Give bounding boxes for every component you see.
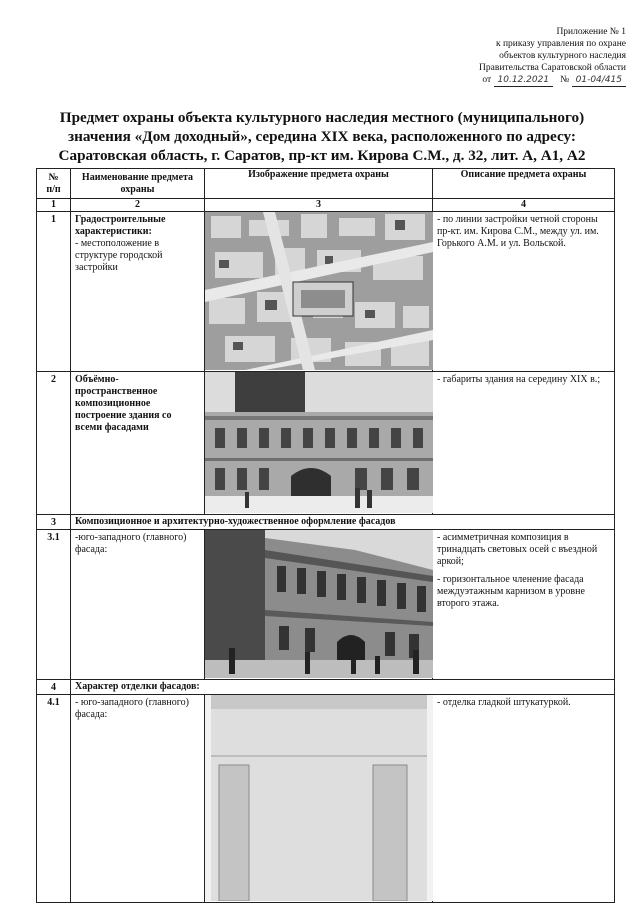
item-description: - габариты здания на середину XIX в.; xyxy=(433,372,615,515)
column-number: 4 xyxy=(433,199,615,212)
street-photo-image xyxy=(205,530,433,678)
header-name: Наименование предмета охраны xyxy=(71,169,205,199)
section-row xyxy=(37,515,615,530)
item-description: - отделка гладкой штукатуркой. xyxy=(433,695,615,903)
table-row xyxy=(37,695,615,903)
item-name xyxy=(71,530,205,680)
appendix-line-1: Приложение № 1 xyxy=(556,27,626,37)
row-number: 3 xyxy=(37,515,71,530)
aerial-photo-image xyxy=(205,212,433,370)
wall-photo-image xyxy=(205,695,433,901)
header-image: Изображение предмета охраны xyxy=(205,169,433,199)
aerial-map-photo xyxy=(205,212,433,372)
item-description xyxy=(433,530,615,680)
appendix-block xyxy=(326,26,626,87)
appendix-date-row xyxy=(326,74,626,87)
plaster-wall-photo xyxy=(205,695,433,903)
building-facade-photo xyxy=(205,372,433,515)
item-name-bold: Объёмно-пространственное композиционное построение здания со всеми фасадами xyxy=(75,374,172,433)
section-title: Композиционное и архитектурно-художественное оформление фасадов xyxy=(71,515,615,530)
row-number: 4.1 xyxy=(37,695,71,903)
column-number: 3 xyxy=(205,199,433,212)
table-header-row xyxy=(37,169,615,199)
protection-table xyxy=(36,168,615,903)
section-row xyxy=(37,680,615,695)
item-name-text: - местоположение в структуре городской застройки xyxy=(75,238,163,273)
column-number-row xyxy=(37,199,615,212)
handwritten-date: 10.12.2021 xyxy=(494,74,554,87)
date-prefix: от xyxy=(482,75,492,85)
appendix-line-2: к приказу управления по охране xyxy=(495,39,626,49)
header-num: № п/п xyxy=(37,169,71,199)
description-paragraph: - асимметричная композиция в тринадцать световых осей с въездной аркой; xyxy=(437,532,598,567)
table-row xyxy=(37,530,615,680)
facade-photo-image xyxy=(205,372,433,513)
appendix-line-4: Правительства Саратовской области xyxy=(479,63,626,73)
column-number: 1 xyxy=(37,199,71,212)
header-description: Описание предмета охраны xyxy=(433,169,615,199)
street-facade-photo xyxy=(205,530,433,680)
item-description: - по линии застройки четной стороны пр-кт. им. Кирова С.М., между ул. им. Горького А.М. и ул. Вольской. xyxy=(433,212,615,372)
table-row xyxy=(37,372,615,515)
title-line-2: значения «Дом доходный», середина XIX века, расположенного по адресу: xyxy=(68,128,576,145)
item-name-text: -юго-западного (главного) фасада: xyxy=(75,532,187,555)
item-name xyxy=(71,212,205,372)
row-number: 2 xyxy=(37,372,71,515)
row-number: 3.1 xyxy=(37,530,71,680)
item-name-bold: Градостроительные характеристики: xyxy=(75,214,166,237)
section-title: Характер отделки фасадов: xyxy=(71,680,615,695)
item-name xyxy=(71,372,205,515)
column-number: 2 xyxy=(71,199,205,212)
item-name xyxy=(71,695,205,903)
description-paragraph: - горизонтальное членение фасада междуэтажным карнизом в уровне второго этажа. xyxy=(437,574,585,609)
title-line-1: Предмет охраны объекта культурного наследия местного (муниципального) xyxy=(59,109,585,126)
document-title xyxy=(30,108,614,165)
row-number: 1 xyxy=(37,212,71,372)
table-row xyxy=(37,212,615,372)
item-name-text: - юго-западного (главного) фасада: xyxy=(75,697,189,720)
number-prefix: № xyxy=(560,75,570,85)
row-number: 4 xyxy=(37,680,71,695)
appendix-line-3: объектов культурного наследия xyxy=(499,51,626,61)
handwritten-number: 01-04/415 xyxy=(572,74,626,87)
title-line-3: Саратовская область, г. Саратов, пр-кт им. Кирова С.М., д. 32, лит. А, А1, А2 xyxy=(58,147,586,164)
